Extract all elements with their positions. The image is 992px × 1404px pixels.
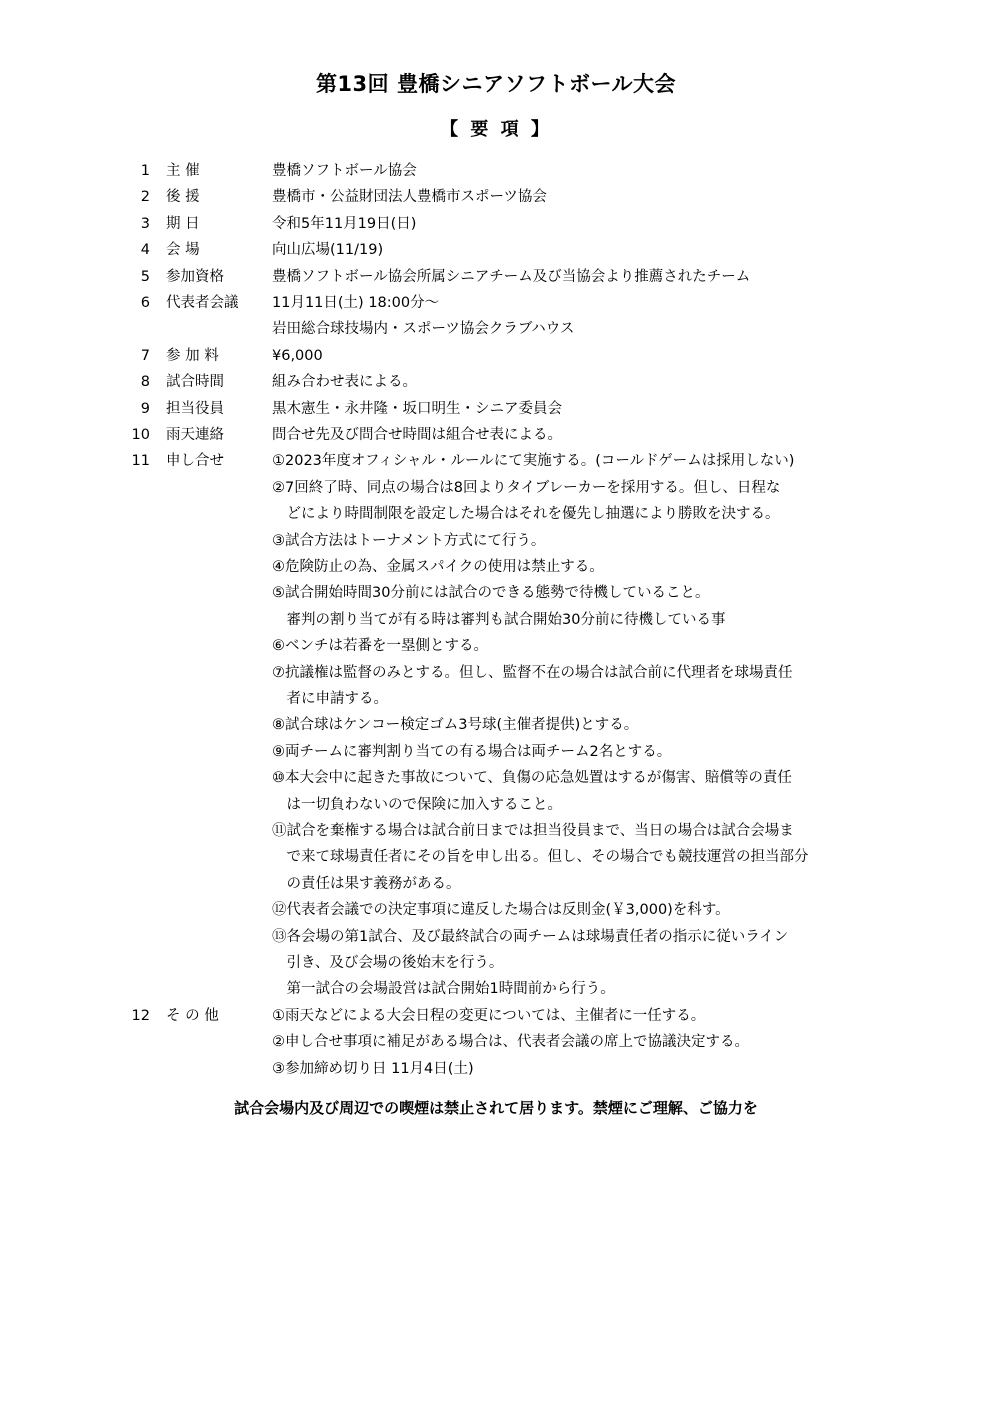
list-item bbox=[0, 1003, 992, 1029]
list-item bbox=[0, 290, 992, 316]
item-number: 12 bbox=[131, 1007, 150, 1024]
item-text: どにより時間制限を設定した場合はそれを優先し抽選により勝敗を決する。 bbox=[272, 506, 780, 523]
list-item-continuation bbox=[0, 976, 992, 1002]
item-text: 者に申請する。 bbox=[272, 691, 388, 707]
item-number: 6 bbox=[140, 295, 150, 311]
list-item-continuation bbox=[0, 554, 992, 580]
item-label: 参 加 料 bbox=[166, 347, 219, 364]
list-item-continuation bbox=[0, 924, 992, 950]
item-text: 向山広場(11/19) bbox=[272, 242, 384, 259]
item-text: 第一試合の会場設営は試合開始1時間前から行う。 bbox=[272, 981, 615, 998]
item-label: 期 日 bbox=[166, 215, 200, 232]
item-text: ①2023年度オフィシャル・ルールにて実施する。(コールドゲームは採用しない) bbox=[272, 453, 795, 470]
list-item-continuation bbox=[0, 316, 992, 342]
item-text: 豊橋ソフトボール協会所属シニアチーム及び当協会より推薦されたチーム bbox=[272, 268, 751, 285]
item-text: ②申し合せ事項に補足がある場合は、代表者会議の席上で協議決定する。 bbox=[272, 1034, 749, 1051]
item-text: ⑩本大会中に起きた事故について、負傷の応急処置はするが傷害、賠償等の責任 bbox=[272, 770, 792, 787]
list-item bbox=[0, 343, 992, 369]
item-text: ③試合方法はトーナメント方式にて行う。 bbox=[272, 532, 546, 549]
list-item-continuation bbox=[0, 686, 992, 712]
item-label: 担当役員 bbox=[166, 400, 224, 417]
item-text: ⑤試合開始時間30分前には試合のできる態勢で待機していること。 bbox=[272, 585, 710, 602]
item-text: 令和5年11月19日(日) bbox=[272, 215, 417, 232]
item-number: 4 bbox=[140, 242, 150, 259]
item-text: ¥6,000 bbox=[272, 347, 323, 364]
item-text: 問合せ先及び問合せ時間は組合せ表による。 bbox=[272, 427, 562, 443]
list-item bbox=[0, 396, 992, 422]
item-label: 申し合せ bbox=[166, 453, 224, 470]
page-title: 第13回 豊橋シニアソフトボール大会 bbox=[315, 72, 677, 96]
item-number: 3 bbox=[140, 215, 150, 232]
item-text: ⑧試合球はケンコー検定ゴム3号球(主催者提供)とする。 bbox=[272, 717, 639, 734]
item-text: ⑥ベンチは若番を一塁側とする。 bbox=[272, 638, 488, 655]
item-number: 10 bbox=[131, 427, 150, 443]
list-item-continuation bbox=[0, 1029, 992, 1055]
item-number: 5 bbox=[140, 268, 150, 285]
list-item bbox=[0, 158, 992, 184]
item-number: 2 bbox=[140, 189, 150, 206]
list-item bbox=[0, 369, 992, 395]
item-text: ⑫代表者会議での決定事項に違反した場合は反則金(￥3,000)を科す。 bbox=[272, 902, 730, 919]
list-item bbox=[0, 184, 992, 210]
item-label: 主 催 bbox=[166, 163, 200, 179]
item-text: ①雨天などによる大会日程の変更については、主催者に一任する。 bbox=[272, 1007, 706, 1024]
list-item-continuation bbox=[0, 1056, 992, 1082]
item-number: 11 bbox=[131, 453, 150, 470]
item-text: ⑨両チームに審判割り当ての有る場合は両チーム2名とする。 bbox=[272, 743, 672, 760]
list-item-continuation bbox=[0, 528, 992, 554]
item-number: 7 bbox=[140, 347, 150, 364]
item-number: 9 bbox=[140, 400, 150, 417]
item-label: 参加資格 bbox=[166, 268, 224, 285]
item-text: ③参加締め切り日 11月4日(土) bbox=[272, 1060, 474, 1077]
list-item bbox=[0, 211, 992, 237]
item-text: 11月11日(土) 18:00分～ bbox=[272, 295, 440, 311]
item-text: の責任は果す義務がある。 bbox=[272, 875, 461, 892]
item-text: ④危険防止の為、金属スパイクの使用は禁止する。 bbox=[272, 559, 604, 575]
item-label: 代表者会議 bbox=[166, 295, 239, 311]
item-text: ⑬各会場の第1試合、及び最終試合の両チームは球場責任者の指示に従いライン bbox=[272, 928, 789, 945]
item-text: で来て球場責任者にその旨を申し出る。但し、その場合でも競技運営の担当部分 bbox=[272, 849, 809, 866]
list-item bbox=[0, 422, 992, 448]
item-text: ②7回終了時、同点の場合は8回よりタイブレーカーを採用する。但し、日程な bbox=[272, 479, 781, 496]
item-text: 豊橋ソフトボール協会 bbox=[272, 163, 417, 179]
list-item-continuation bbox=[0, 871, 992, 897]
list-item bbox=[0, 237, 992, 263]
list-item-continuation bbox=[0, 633, 992, 659]
list-item-continuation bbox=[0, 501, 992, 527]
list-item-continuation bbox=[0, 897, 992, 923]
item-label: 後 援 bbox=[166, 189, 200, 206]
item-text: 黒木憲生・永井隆・坂口明生・シニア委員会 bbox=[272, 400, 562, 417]
item-number: 1 bbox=[140, 163, 150, 179]
list-item-continuation bbox=[0, 660, 992, 686]
list-item-continuation bbox=[0, 580, 992, 606]
list-item-continuation bbox=[0, 475, 992, 501]
item-number: 8 bbox=[140, 374, 150, 391]
list-item-continuation bbox=[0, 844, 992, 870]
footer-notice: 試合会場内及び周辺での喫煙は禁止されて居ります。禁煙にご理解、ご協力を bbox=[234, 1099, 758, 1117]
list-item-continuation bbox=[0, 765, 992, 791]
list-item-continuation bbox=[0, 792, 992, 818]
item-text: 豊橋市・公益財団法人豊橋市スポーツ協会 bbox=[272, 189, 547, 206]
list-item bbox=[0, 264, 992, 290]
item-label: 試合時間 bbox=[166, 374, 224, 391]
page-subtitle: 【 要 項 】 bbox=[440, 119, 552, 140]
item-label: 雨天連絡 bbox=[166, 427, 224, 443]
item-text: ⑪試合を棄権する場合は試合前日までは担当役員まで、当日の場合は試合会場ま bbox=[272, 823, 794, 839]
item-text: 組み合わせ表による。 bbox=[272, 374, 417, 391]
list-item-continuation bbox=[0, 607, 992, 633]
list-item-continuation bbox=[0, 739, 992, 765]
item-text: 岩田総合球技場内・スポーツ協会クラブハウス bbox=[272, 321, 575, 338]
list-item-continuation bbox=[0, 818, 992, 844]
item-text: ⑦抗議権は監督のみとする。但し、監督不在の場合は試合前に代理者を球場責任 bbox=[272, 664, 793, 681]
list-item bbox=[0, 448, 992, 474]
item-label: そ の 他 bbox=[166, 1007, 219, 1024]
item-text: は一切負わないので保険に加入すること。 bbox=[272, 796, 562, 813]
list-item-continuation bbox=[0, 950, 992, 976]
list-item-continuation bbox=[0, 712, 992, 738]
item-label: 会 場 bbox=[166, 242, 200, 259]
item-text: 審判の割り当てが有る時は審判も試合開始30分前に待機している事 bbox=[272, 611, 726, 628]
item-text: 引き、及び会場の後始末を行う。 bbox=[272, 955, 504, 971]
